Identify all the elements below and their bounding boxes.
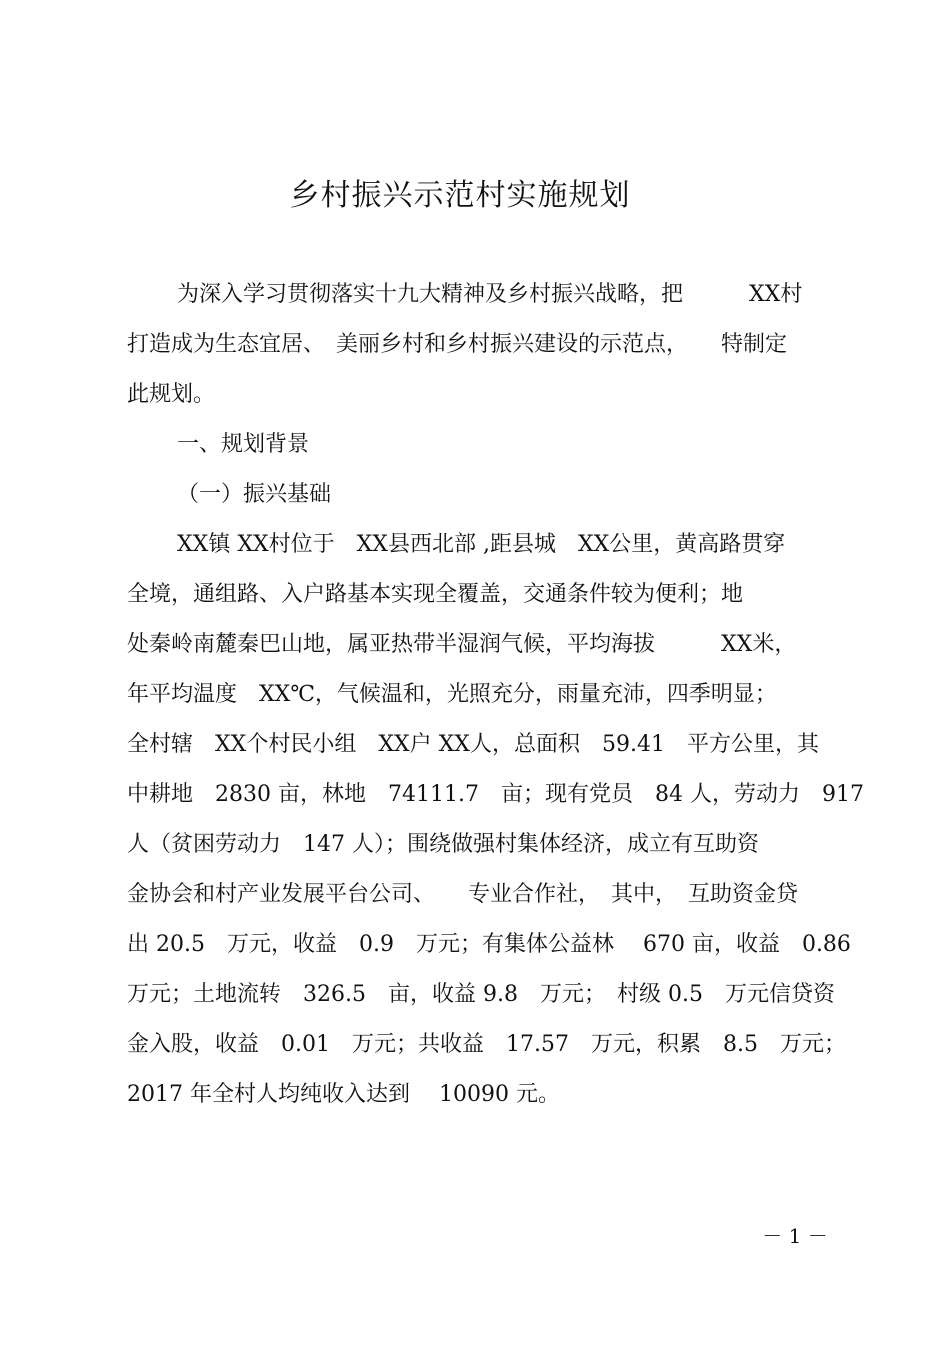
section-heading: 一、规划背景 <box>177 432 310 457</box>
document-title: 乡村振兴示范村实施规划 <box>289 178 631 213</box>
paragraph-line: 处秦岭南麓秦巴山地，属亚热带半湿润气候，平均海拔 XX米， <box>127 632 797 657</box>
paragraph-line: 全境，通组路、入户路基本实现全覆盖，交通条件较为便利；地 <box>127 582 744 607</box>
paragraph-line: XX镇 XX村位于 XX县西北部 ,距县城 XX公里，黄高路贯穿 <box>177 532 786 557</box>
paragraph-line: 出 20.5 万元，收益 0.9 万元；有集体公益林 670 亩，收益 0.86 <box>127 932 851 957</box>
paragraph-line: 金入股，收益 0.01 万元；共收益 17.57 万元，积累 8.5 万元； <box>127 1032 846 1057</box>
paragraph-line: 全村辖 XX个村民小组 XX户 XX人，总面积 59.41 平方公里，其 <box>127 732 819 757</box>
paragraph-line: 人（贫困劳动力 147 人）；围绕做强村集体经济，成立有互助资 <box>127 832 759 857</box>
paragraph-line: 此规划。 <box>127 382 216 407</box>
paragraph-line: 万元；土地流转 326.5 亩，收益 9.8 万元； 村级 0.5 万元信贷资 <box>127 982 835 1007</box>
paragraph-line: 年平均温度 XX℃，气候温和，光照充分，雨量充沛，四季明显； <box>127 682 777 707</box>
page-number: － 1 － <box>762 1224 828 1248</box>
paragraph-line: 2017 年全村人均纯收入达到 10090 元。 <box>127 1082 560 1107</box>
paragraph-line: 为深入学习贯彻落实十九大精神及乡村振兴战略，把 XX村 <box>177 282 803 307</box>
paragraph-line: 打造成为生态宜居、 美丽乡村和乡村振兴建设的示范点， 特制定 <box>127 332 788 357</box>
subsection-heading: （一）振兴基础 <box>177 482 332 507</box>
paragraph-line: 中耕地 2830 亩，林地 74111.7 亩；现有党员 84 人，劳动力 917 <box>127 782 864 807</box>
paragraph-line: 金协会和村产业发展平台公司、 专业合作社， 其中， 互助资金贷 <box>127 882 799 907</box>
